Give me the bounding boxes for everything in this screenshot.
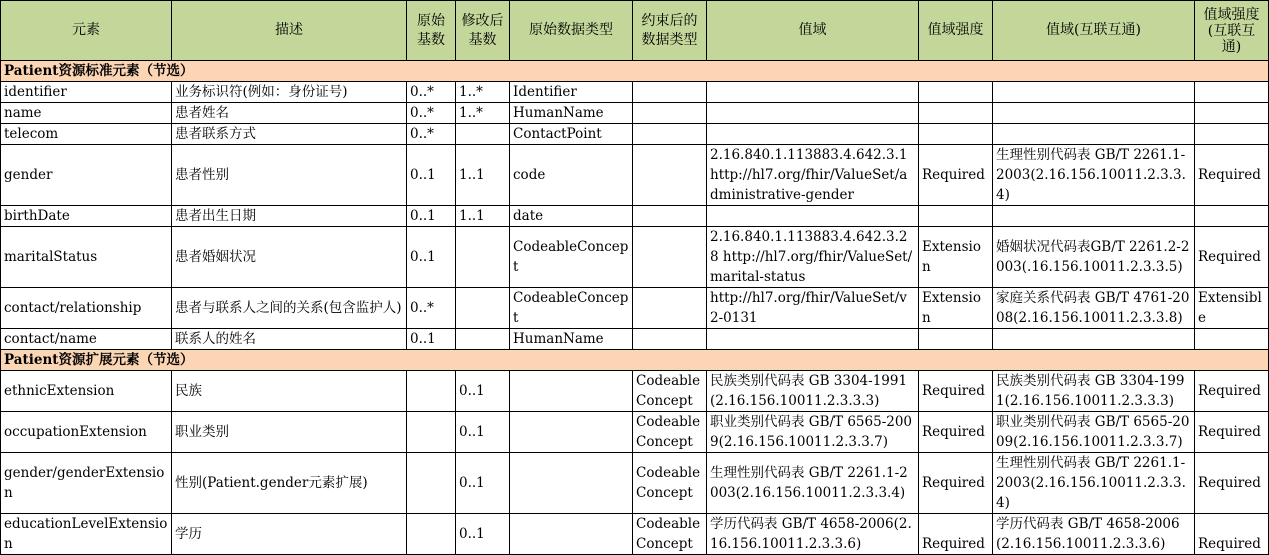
cell-binding-strength-interop: Required: [1195, 145, 1269, 206]
cell-constrained-datatype: [633, 206, 707, 227]
cell-mod-cardinality: 0..1: [456, 453, 510, 514]
cell-orig-datatype: [510, 412, 633, 453]
cell-binding-strength-interop: Required: [1195, 412, 1269, 453]
table-row: [1, 145, 1269, 206]
section-fill: [407, 350, 1269, 371]
table-row: [1, 514, 1269, 555]
cell-orig-cardinality: 0..1: [407, 145, 456, 206]
header-valueset-interop: 值域(互联互通): [993, 1, 1195, 61]
cell-description: 患者性别: [172, 145, 407, 206]
cell-constrained-datatype: Codeable Concept: [633, 514, 707, 555]
cell-valueset: 生理性别代码表 GB/T 2261.1-2003(2.16.156.10011.2.3.3.4): [707, 453, 919, 514]
cell-element: contact/name: [1, 329, 172, 350]
cell-valueset: [707, 206, 919, 227]
cell-orig-cardinality: [407, 453, 456, 514]
cell-orig-cardinality: [407, 412, 456, 453]
cell-description: 患者与联系人之间的关系(包含监护人): [172, 288, 407, 329]
cell-orig-cardinality: 0..*: [407, 103, 456, 124]
section-title-extension: Patient资源扩展元素（节选）: [1, 350, 407, 371]
cell-mod-cardinality: 1..1: [456, 145, 510, 206]
cell-valueset: [707, 82, 919, 103]
cell-element: contact/relationship: [1, 288, 172, 329]
cell-valueset-interop: [993, 329, 1195, 350]
table-row: [1, 206, 1269, 227]
cell-binding-strength: Required: [919, 514, 993, 555]
cell-constrained-datatype: [633, 124, 707, 145]
cell-orig-datatype: CodeableConcept: [510, 288, 633, 329]
cell-valueset: 2.16.840.1.113883.4.642.3.1 http://hl7.org/fhir/ValueSet/administrative-gender: [707, 145, 919, 206]
table-row: [1, 288, 1269, 329]
cell-mod-cardinality: [456, 227, 510, 288]
cell-binding-strength-interop: Required: [1195, 453, 1269, 514]
cell-binding-strength-interop: [1195, 329, 1269, 350]
cell-mod-cardinality: 0..1: [456, 412, 510, 453]
cell-constrained-datatype: Codeable Concept: [633, 371, 707, 412]
table-row: [1, 227, 1269, 288]
cell-orig-cardinality: [407, 514, 456, 555]
cell-orig-datatype: code: [510, 145, 633, 206]
cell-orig-datatype: HumanName: [510, 329, 633, 350]
cell-element: name: [1, 103, 172, 124]
header-description: 描述: [172, 1, 407, 61]
cell-mod-cardinality: 0..1: [456, 371, 510, 412]
cell-orig-cardinality: [407, 371, 456, 412]
cell-constrained-datatype: Codeable Concept: [633, 453, 707, 514]
cell-valueset-interop: 学历代码表 GB/T 4658-2006(2.16.156.10011.2.3.3.6): [993, 514, 1195, 555]
cell-valueset-interop: [993, 206, 1195, 227]
cell-description: 性别(Patient.gender元素扩展): [172, 453, 407, 514]
cell-description: 患者出生日期: [172, 206, 407, 227]
cell-element: gender: [1, 145, 172, 206]
cell-orig-cardinality: 0..1: [407, 206, 456, 227]
cell-orig-datatype: [510, 514, 633, 555]
cell-orig-cardinality: 0..*: [407, 124, 456, 145]
cell-orig-datatype: CodeableConcept: [510, 227, 633, 288]
cell-valueset-interop: 生理性别代码表 GB/T 2261.1-2003(2.16.156.10011.2.3.3.4): [993, 453, 1195, 514]
cell-valueset-interop: 生理性别代码表 GB/T 2261.1-2003(2.16.156.10011.2.3.3.4): [993, 145, 1195, 206]
cell-valueset: [707, 103, 919, 124]
cell-mod-cardinality: 1..*: [456, 103, 510, 124]
cell-element: maritalStatus: [1, 227, 172, 288]
cell-description: 患者联系方式: [172, 124, 407, 145]
cell-mod-cardinality: [456, 124, 510, 145]
cell-valueset-interop: 家庭关系代码表 GB/T 4761-2008(2.16.156.10011.2.3.3.8): [993, 288, 1195, 329]
cell-valueset: 民族类别代码表 GB 3304-1991(2.16.156.10011.2.3.3.3): [707, 371, 919, 412]
cell-description: 职业类别: [172, 412, 407, 453]
section-fill: [407, 61, 1269, 82]
cell-element: identifier: [1, 82, 172, 103]
cell-constrained-datatype: [633, 329, 707, 350]
cell-binding-strength: [919, 124, 993, 145]
header-element: 元素: [1, 1, 172, 61]
cell-valueset: [707, 124, 919, 145]
cell-element: educationLevelExtension: [1, 514, 172, 555]
cell-binding-strength: Extension: [919, 288, 993, 329]
cell-valueset: 学历代码表 GB/T 4658-2006(2.16.156.10011.2.3.3.6): [707, 514, 919, 555]
cell-binding-strength: [919, 329, 993, 350]
cell-valueset: http://hl7.org/fhir/ValueSet/v2-0131: [707, 288, 919, 329]
cell-binding-strength-interop: [1195, 206, 1269, 227]
cell-binding-strength: Required: [919, 453, 993, 514]
header-orig-datatype: 原始数据类型: [510, 1, 633, 61]
cell-valueset-interop: 民族类别代码表 GB 3304-1991(2.16.156.10011.2.3.3.3): [993, 371, 1195, 412]
cell-binding-strength: [919, 82, 993, 103]
table-row: [1, 103, 1269, 124]
cell-description: 患者婚姻状况: [172, 227, 407, 288]
cell-binding-strength: Required: [919, 371, 993, 412]
header-constrained-datatype: 约束后的 数据类型: [633, 1, 707, 61]
cell-description: 民族: [172, 371, 407, 412]
section-row-standard: [1, 61, 1269, 82]
cell-description: 患者姓名: [172, 103, 407, 124]
table-row: [1, 453, 1269, 514]
cell-element: occupationExtension: [1, 412, 172, 453]
cell-binding-strength: Extension: [919, 227, 993, 288]
cell-binding-strength-interop: [1195, 124, 1269, 145]
cell-description: 联系人的姓名: [172, 329, 407, 350]
header-row: [1, 1, 1269, 61]
cell-element: telecom: [1, 124, 172, 145]
cell-binding-strength-interop: Required: [1195, 514, 1269, 555]
cell-orig-cardinality: 0..1: [407, 329, 456, 350]
cell-constrained-datatype: [633, 288, 707, 329]
cell-valueset-interop: 婚姻状况代码表GB/T 2261.2-2003(.16.156.10011.2.3.3.5): [993, 227, 1195, 288]
cell-orig-datatype: [510, 453, 633, 514]
table-row: [1, 371, 1269, 412]
cell-constrained-datatype: [633, 82, 707, 103]
cell-valueset-interop: 职业类别代码表 GB/T 6565-2009(2.16.156.10011.2.3.3.7): [993, 412, 1195, 453]
table-row: [1, 412, 1269, 453]
cell-valueset: 2.16.840.1.113883.4.642.3.28 http://hl7.org/fhir/ValueSet/marital-status: [707, 227, 919, 288]
table-row: [1, 82, 1269, 103]
table-row: [1, 329, 1269, 350]
header-binding-strength: 值域强度: [919, 1, 993, 61]
cell-orig-cardinality: 0..*: [407, 82, 456, 103]
header-valueset: 值域: [707, 1, 919, 61]
cell-mod-cardinality: 1..1: [456, 206, 510, 227]
section-title-standard: Patient资源标准元素（节选）: [1, 61, 407, 82]
cell-binding-strength: Required: [919, 412, 993, 453]
table-row: [1, 124, 1269, 145]
cell-orig-datatype: date: [510, 206, 633, 227]
cell-description: 学历: [172, 514, 407, 555]
header-orig-cardinality: 原始 基数: [407, 1, 456, 61]
cell-binding-strength-interop: Extensible: [1195, 288, 1269, 329]
cell-orig-cardinality: 0..1: [407, 227, 456, 288]
cell-orig-cardinality: 0..*: [407, 288, 456, 329]
cell-valueset: [707, 329, 919, 350]
cell-binding-strength: [919, 103, 993, 124]
cell-constrained-datatype: [633, 103, 707, 124]
cell-binding-strength-interop: Required: [1195, 371, 1269, 412]
cell-element: ethnicExtension: [1, 371, 172, 412]
header-binding-strength-interop: 值域强度 (互联互 通): [1195, 1, 1269, 61]
header-mod-cardinality: 修改后 基数: [456, 1, 510, 61]
cell-valueset: 职业类别代码表 GB/T 6565-2009(2.16.156.10011.2.3.3.7): [707, 412, 919, 453]
cell-orig-datatype: HumanName: [510, 103, 633, 124]
cell-mod-cardinality: [456, 329, 510, 350]
cell-orig-datatype: Identifier: [510, 82, 633, 103]
cell-binding-strength-interop: Required: [1195, 227, 1269, 288]
cell-constrained-datatype: Codeable Concept: [633, 412, 707, 453]
cell-binding-strength-interop: [1195, 82, 1269, 103]
cell-mod-cardinality: [456, 288, 510, 329]
cell-constrained-datatype: [633, 145, 707, 206]
section-row-extension: [1, 350, 1269, 371]
cell-description: 业务标识符(例如：身份证号): [172, 82, 407, 103]
cell-valueset-interop: [993, 82, 1195, 103]
cell-valueset-interop: [993, 124, 1195, 145]
cell-binding-strength: Required: [919, 145, 993, 206]
cell-valueset-interop: [993, 103, 1195, 124]
cell-element: gender/genderExtension: [1, 453, 172, 514]
cell-binding-strength-interop: [1195, 103, 1269, 124]
cell-element: birthDate: [1, 206, 172, 227]
cell-constrained-datatype: [633, 227, 707, 288]
cell-orig-datatype: ContactPoint: [510, 124, 633, 145]
cell-binding-strength: [919, 206, 993, 227]
cell-orig-datatype: [510, 371, 633, 412]
cell-mod-cardinality: 0..1: [456, 514, 510, 555]
cell-mod-cardinality: 1..*: [456, 82, 510, 103]
